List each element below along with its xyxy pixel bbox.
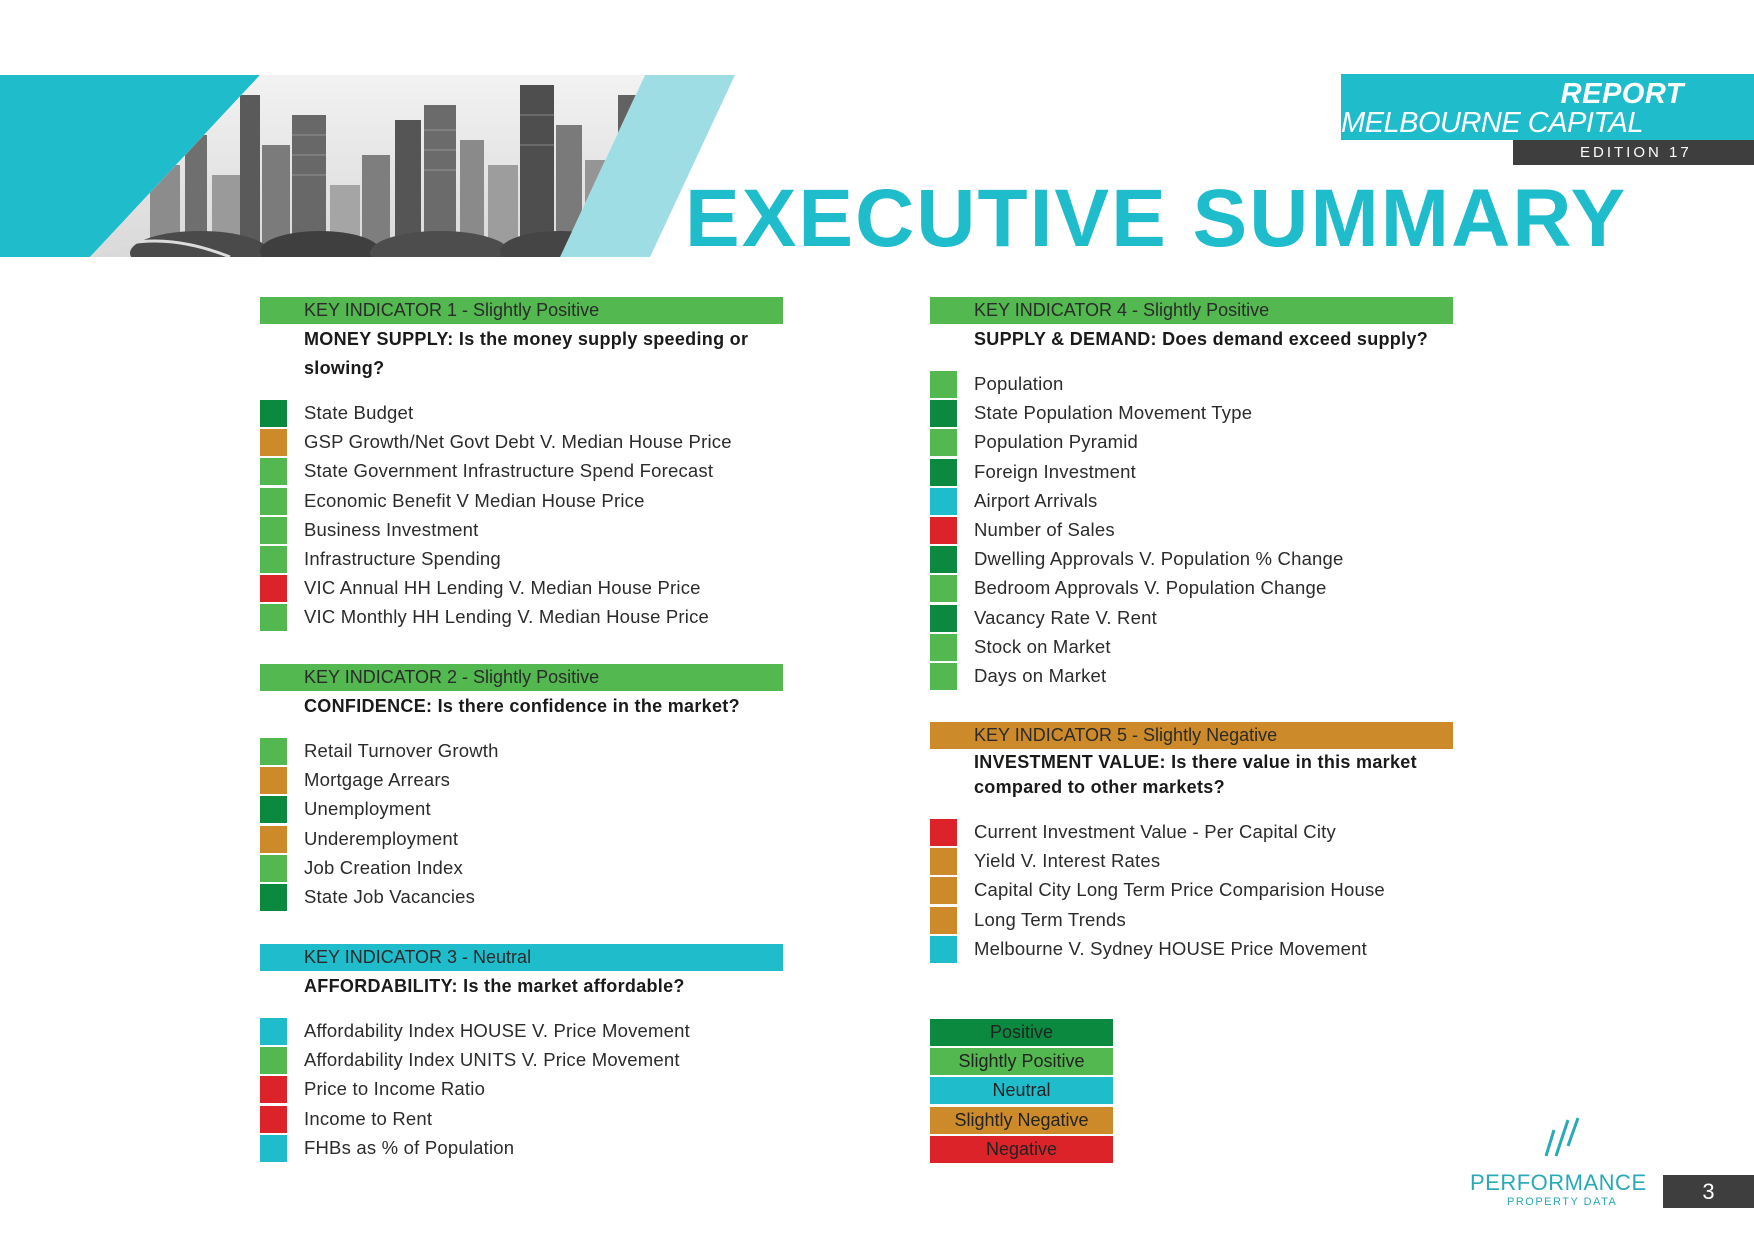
indicator-item-label: Infrastructure Spending <box>304 547 501 569</box>
indicator-item <box>930 458 1470 487</box>
indicator-item-list <box>260 737 800 912</box>
status-swatch <box>930 819 957 846</box>
indicator-item <box>930 633 1470 662</box>
city-skyline-image <box>0 75 740 257</box>
indicator-item <box>260 1075 800 1104</box>
indicator-item <box>260 766 800 795</box>
edition-badge: EDITION 17 <box>1513 140 1754 165</box>
indicator-item-label: Unemployment <box>304 798 431 820</box>
indicator-item <box>930 487 1470 516</box>
performance-logo <box>1470 1112 1650 1208</box>
status-legend <box>930 1019 1113 1165</box>
indicator-item-label: Population <box>974 373 1064 394</box>
indicator-item-label: Affordability Index UNITS V. Price Movement <box>304 1049 680 1071</box>
indicator-item-label: Population Pyramid <box>974 431 1139 453</box>
indicator-item <box>260 1017 800 1046</box>
indicator-item-label: Income to Rent <box>304 1107 433 1129</box>
status-swatch <box>260 429 287 456</box>
key-indicator-question: SUPPLY & DEMAND: Does demand exceed supply? <box>974 329 1429 349</box>
indicator-item <box>260 854 800 883</box>
indicator-item-label: Affordability Index HOUSE V. Price Movement <box>304 1020 690 1041</box>
indicator-item <box>260 825 800 854</box>
indicator-item-label: Underemployment <box>304 827 459 849</box>
status-swatch <box>260 1076 287 1103</box>
logo-name: PERFORMANCE <box>1470 1170 1647 1195</box>
status-swatch <box>260 826 287 853</box>
indicator-item-label: Days on Market <box>974 664 1107 686</box>
indicator-item <box>930 545 1470 574</box>
status-swatch <box>930 575 957 602</box>
key-indicator-heading: KEY INDICATOR 1 - Slightly Positive <box>260 297 783 324</box>
indicator-item-label: Capital City Long Term Price Comparision House <box>974 879 1385 901</box>
status-swatch <box>260 575 287 602</box>
status-swatch <box>260 1047 287 1074</box>
indicator-item-list <box>930 370 1470 691</box>
status-swatch <box>260 517 287 544</box>
indicator-item-label: Bedroom Approvals V. Population Change <box>974 577 1327 599</box>
indicator-item-label: Yield V. Interest Rates <box>974 850 1161 872</box>
page-number: 3 <box>1663 1175 1754 1208</box>
status-swatch <box>260 488 287 515</box>
key-indicator-question: MONEY SUPPLY: Is the money supply speeding or slowing? <box>304 329 749 378</box>
indicator-item <box>260 1134 800 1163</box>
indicator-item-label: State Government Infrastructure Spend Forecast <box>304 460 714 482</box>
indicator-item <box>930 906 1470 935</box>
report-city: MELBOURNE CAPITAL CITY <box>1341 107 1643 172</box>
indicator-item <box>260 1046 800 1075</box>
indicator-item <box>930 935 1470 964</box>
indicator-item-label: Economic Benefit V Median House Price <box>304 489 645 511</box>
indicator-item <box>930 876 1470 905</box>
indicator-item-label: Melbourne V. Sydney HOUSE Price Movement <box>974 937 1367 959</box>
indicator-item <box>260 1105 800 1134</box>
status-swatch <box>260 884 287 911</box>
status-swatch <box>260 400 287 427</box>
key-indicator-question: INVESTMENT VALUE: Is there value in this market compared to other markets? <box>974 752 1417 797</box>
status-swatch <box>930 488 957 515</box>
legend-item: Slightly Positive <box>930 1048 1113 1075</box>
indicator-item <box>930 574 1470 603</box>
indicator-item-label: Business Investment <box>304 518 479 540</box>
indicator-item <box>260 883 800 912</box>
status-swatch <box>260 546 287 573</box>
status-swatch <box>930 400 957 427</box>
legend-item: Positive <box>930 1019 1113 1046</box>
indicator-item-label: FHBs as % of Population <box>304 1136 515 1158</box>
status-swatch <box>930 429 957 456</box>
page-title: EXECUTIVE SUMMARY <box>685 173 1628 264</box>
status-swatch <box>260 855 287 882</box>
indicator-item <box>260 516 800 545</box>
status-swatch <box>930 605 957 632</box>
indicator-item <box>260 574 800 603</box>
indicator-item-label: Number of Sales <box>974 518 1115 540</box>
indicator-item-label: Stock on Market <box>974 635 1111 657</box>
indicator-item <box>930 662 1470 691</box>
status-swatch <box>260 1135 287 1162</box>
indicator-item <box>930 604 1470 633</box>
status-swatch <box>930 663 957 690</box>
indicator-item-label: Price to Income Ratio <box>304 1078 486 1100</box>
indicator-item-label: Current Investment Value - Per Capital City <box>974 821 1336 842</box>
status-swatch <box>260 767 287 794</box>
indicator-item <box>260 428 800 457</box>
key-indicator-heading: KEY INDICATOR 4 - Slightly Positive <box>930 297 1453 324</box>
status-swatch <box>930 907 957 934</box>
indicator-item <box>260 457 800 486</box>
indicator-item-list <box>260 1017 800 1163</box>
legend-item: Neutral <box>930 1077 1113 1104</box>
indicator-item-label: Retail Turnover Growth <box>304 740 499 761</box>
indicator-item <box>930 399 1470 428</box>
indicator-item <box>260 737 800 766</box>
indicator-item <box>930 428 1470 457</box>
status-swatch <box>930 546 957 573</box>
indicator-item-label: Long Term Trends <box>974 908 1126 930</box>
key-indicator-heading: KEY INDICATOR 2 - Slightly Positive <box>260 664 783 691</box>
indicator-item <box>260 399 800 428</box>
status-swatch <box>930 459 957 486</box>
status-swatch <box>260 604 287 631</box>
status-swatch <box>930 877 957 904</box>
key-indicator-question: CONFIDENCE: Is there confidence in the market? <box>304 696 740 716</box>
key-indicator-heading: KEY INDICATOR 5 - Slightly Negative <box>930 722 1453 749</box>
indicator-item-label: Airport Arrivals <box>974 489 1098 511</box>
indicator-item-label: Job Creation Index <box>304 856 463 878</box>
indicator-item-label: GSP Growth/Net Govt Debt V. Median House Price <box>304 431 732 453</box>
indicator-item-label: Mortgage Arrears <box>304 769 451 791</box>
indicator-item-list <box>930 818 1470 964</box>
status-swatch <box>260 1106 287 1133</box>
status-swatch <box>260 738 287 765</box>
indicator-item <box>260 795 800 824</box>
key-indicator-question: AFFORDABILITY: Is the market affordable? <box>304 976 685 996</box>
indicator-item <box>260 603 800 632</box>
status-swatch <box>930 634 957 661</box>
report-label: REPORT <box>1560 78 1684 110</box>
indicator-item <box>930 847 1470 876</box>
indicator-item-label: State Budget <box>304 402 414 423</box>
indicator-item-label: VIC Monthly HH Lending V. Median House Price <box>304 606 710 628</box>
status-swatch <box>930 936 957 963</box>
performance-logo-icon <box>1538 1116 1584 1160</box>
status-swatch <box>260 1018 287 1045</box>
key-indicator-heading: KEY INDICATOR 3 - Neutral <box>260 944 783 971</box>
status-swatch <box>930 517 957 544</box>
indicator-item <box>930 370 1470 399</box>
status-swatch <box>930 848 957 875</box>
legend-item: Negative <box>930 1136 1113 1163</box>
indicator-item-label: State Population Movement Type <box>974 402 1253 424</box>
indicator-item-label: Vacancy Rate V. Rent <box>974 606 1157 628</box>
header-banner <box>0 75 740 257</box>
indicator-item-label: Dwelling Approvals V. Population % Change <box>974 548 1344 570</box>
status-swatch <box>930 371 957 398</box>
indicator-item <box>930 516 1470 545</box>
status-swatch <box>260 796 287 823</box>
indicator-item-list <box>260 399 800 633</box>
logo-tagline: PROPERTY DATA <box>1507 1196 1618 1208</box>
status-swatch <box>260 458 287 485</box>
indicator-item-label: VIC Annual HH Lending V. Median House Price <box>304 577 701 599</box>
indicator-item-label: Foreign Investment <box>974 460 1136 482</box>
indicator-item <box>260 487 800 516</box>
indicator-item <box>260 545 800 574</box>
indicator-item-label: State Job Vacancies <box>304 885 476 907</box>
legend-item: Slightly Negative <box>930 1107 1113 1134</box>
indicator-item <box>930 818 1470 847</box>
